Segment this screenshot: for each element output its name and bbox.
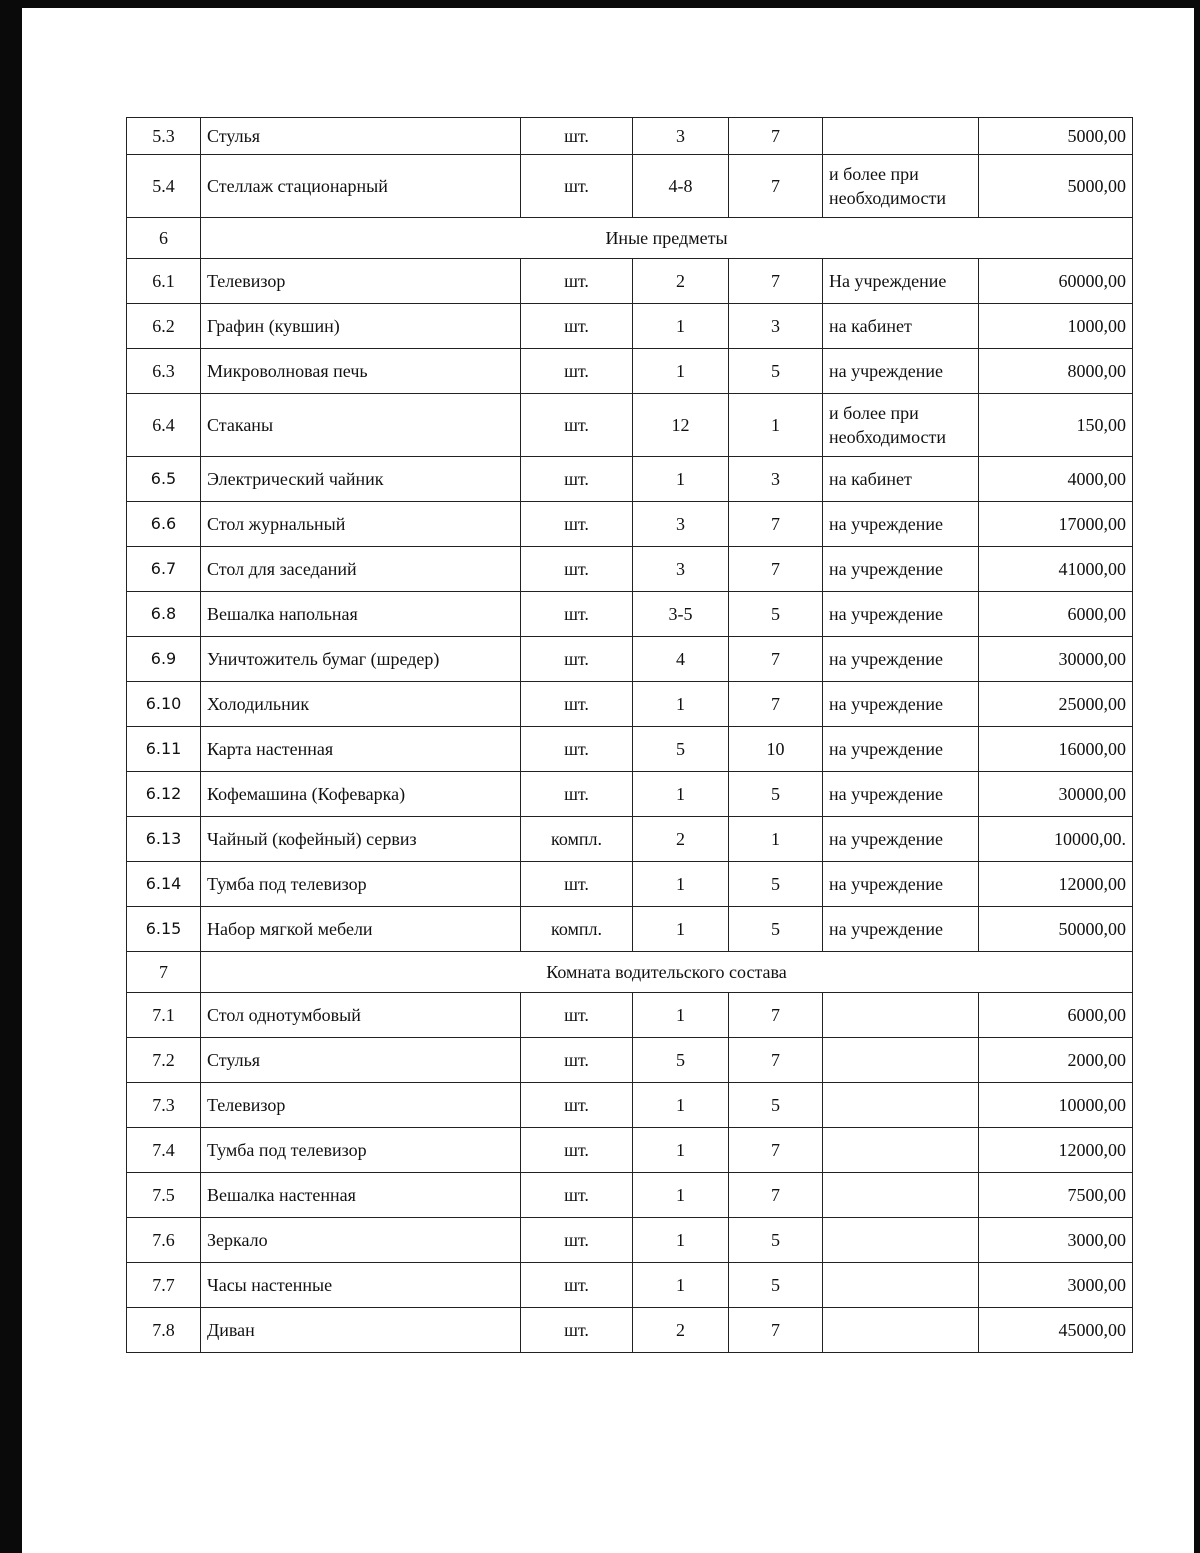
- table-row: [127, 394, 1133, 457]
- table-row: [127, 772, 1133, 817]
- item-unit: компл.: [521, 817, 633, 862]
- item-note: на учреждение: [823, 592, 979, 637]
- item-price: 12000,00: [979, 1128, 1133, 1173]
- item-service-life: 5: [729, 349, 823, 394]
- item-name: Электрический чайник: [201, 457, 521, 502]
- item-service-life: 1: [729, 394, 823, 457]
- item-unit: шт.: [521, 349, 633, 394]
- table-row: [127, 1083, 1133, 1128]
- item-number: 6.12: [127, 772, 201, 817]
- item-unit: шт.: [521, 1263, 633, 1308]
- item-note: [823, 1308, 979, 1353]
- item-note: на учреждение: [823, 547, 979, 592]
- scan-top-edge: [0, 0, 1200, 8]
- table-row: [127, 907, 1133, 952]
- item-service-life: 10: [729, 727, 823, 772]
- item-service-life: 3: [729, 304, 823, 349]
- table-row: [127, 259, 1133, 304]
- item-quantity: 1: [633, 907, 729, 952]
- item-number: 5.3: [127, 118, 201, 155]
- item-name: Стаканы: [201, 394, 521, 457]
- item-note: [823, 1128, 979, 1173]
- item-quantity: 1: [633, 1173, 729, 1218]
- item-quantity: 4: [633, 637, 729, 682]
- item-name: Вешалка настенная: [201, 1173, 521, 1218]
- scan-right-edge: [1194, 0, 1200, 1553]
- item-service-life: 7: [729, 259, 823, 304]
- item-service-life: 7: [729, 1308, 823, 1353]
- item-price: 45000,00: [979, 1308, 1133, 1353]
- item-note: на учреждение: [823, 349, 979, 394]
- item-price: 2000,00: [979, 1038, 1133, 1083]
- item-name: Микроволновая печь: [201, 349, 521, 394]
- item-note: [823, 1173, 979, 1218]
- item-number: 7.7: [127, 1263, 201, 1308]
- item-unit: шт.: [521, 394, 633, 457]
- item-note: [823, 118, 979, 155]
- item-number: 6.15: [127, 907, 201, 952]
- item-name: Уничтожитель бумаг (шредер): [201, 637, 521, 682]
- table-row: [127, 1173, 1133, 1218]
- item-unit: компл.: [521, 907, 633, 952]
- scan-left-edge: [0, 0, 22, 1553]
- item-price: 8000,00: [979, 349, 1133, 394]
- item-name: Телевизор: [201, 1083, 521, 1128]
- item-price: 12000,00: [979, 862, 1133, 907]
- item-service-life: 1: [729, 817, 823, 862]
- item-unit: шт.: [521, 1128, 633, 1173]
- item-service-life: 7: [729, 1173, 823, 1218]
- item-number: 6.6: [127, 502, 201, 547]
- item-unit: шт.: [521, 1308, 633, 1353]
- item-service-life: 7: [729, 993, 823, 1038]
- item-quantity: 1: [633, 349, 729, 394]
- item-name: Стулья: [201, 1038, 521, 1083]
- item-service-life: 5: [729, 1218, 823, 1263]
- item-unit: шт.: [521, 727, 633, 772]
- item-service-life: 5: [729, 1263, 823, 1308]
- item-name: Карта настенная: [201, 727, 521, 772]
- item-name: Стеллаж стационарный: [201, 155, 521, 218]
- item-note: [823, 1263, 979, 1308]
- item-name: Вешалка напольная: [201, 592, 521, 637]
- item-note: и более при необходимости: [823, 394, 979, 457]
- item-price: 10000,00: [979, 1083, 1133, 1128]
- item-unit: шт.: [521, 155, 633, 218]
- item-quantity: 5: [633, 1038, 729, 1083]
- item-quantity: 1: [633, 1128, 729, 1173]
- table-row: [127, 1218, 1133, 1263]
- item-price: 16000,00: [979, 727, 1133, 772]
- item-number: 7.5: [127, 1173, 201, 1218]
- item-quantity: 1: [633, 772, 729, 817]
- item-quantity: 1: [633, 1263, 729, 1308]
- section-title: Комната водительского состава: [201, 952, 1133, 993]
- table-row: [127, 457, 1133, 502]
- section-row: [127, 218, 1133, 259]
- item-name: Стулья: [201, 118, 521, 155]
- item-quantity: 2: [633, 259, 729, 304]
- item-note: на учреждение: [823, 637, 979, 682]
- item-price: 5000,00: [979, 118, 1133, 155]
- item-name: Тумба под телевизор: [201, 862, 521, 907]
- table-row: [127, 993, 1133, 1038]
- item-note: на кабинет: [823, 304, 979, 349]
- item-price: 10000,00.: [979, 817, 1133, 862]
- item-name: Стол для заседаний: [201, 547, 521, 592]
- item-quantity: 1: [633, 682, 729, 727]
- item-quantity: 1: [633, 1218, 729, 1263]
- item-service-life: 5: [729, 592, 823, 637]
- item-price: 150,00: [979, 394, 1133, 457]
- item-number: 6.1: [127, 259, 201, 304]
- item-note: [823, 1038, 979, 1083]
- item-price: 17000,00: [979, 502, 1133, 547]
- item-number: 6.8: [127, 592, 201, 637]
- item-name: Чайный (кофейный) сервиз: [201, 817, 521, 862]
- item-number: 6.5: [127, 457, 201, 502]
- item-price: 3000,00: [979, 1263, 1133, 1308]
- item-service-life: 7: [729, 502, 823, 547]
- item-note: и более при необходимости: [823, 155, 979, 218]
- item-unit: шт.: [521, 592, 633, 637]
- item-unit: шт.: [521, 993, 633, 1038]
- item-unit: шт.: [521, 118, 633, 155]
- item-name: Стол однотумбовый: [201, 993, 521, 1038]
- item-number: 6.2: [127, 304, 201, 349]
- item-unit: шт.: [521, 547, 633, 592]
- table-row: [127, 817, 1133, 862]
- item-quantity: 1: [633, 862, 729, 907]
- item-number: 7.4: [127, 1128, 201, 1173]
- item-price: 30000,00: [979, 637, 1133, 682]
- item-unit: шт.: [521, 1083, 633, 1128]
- item-quantity: 1: [633, 993, 729, 1038]
- item-unit: шт.: [521, 772, 633, 817]
- item-note: [823, 993, 979, 1038]
- table-row: [127, 1038, 1133, 1083]
- item-quantity: 3-5: [633, 592, 729, 637]
- item-number: 7.1: [127, 993, 201, 1038]
- item-service-life: 7: [729, 1038, 823, 1083]
- item-name: Тумба под телевизор: [201, 1128, 521, 1173]
- item-price: 4000,00: [979, 457, 1133, 502]
- item-price: 7500,00: [979, 1173, 1133, 1218]
- item-service-life: 5: [729, 907, 823, 952]
- item-number: 6.9: [127, 637, 201, 682]
- inventory-table: [126, 117, 1133, 1353]
- item-name: Графин (кувшин): [201, 304, 521, 349]
- table-row: [127, 1263, 1133, 1308]
- item-note: на учреждение: [823, 727, 979, 772]
- item-name: Набор мягкой мебели: [201, 907, 521, 952]
- item-service-life: 5: [729, 862, 823, 907]
- table-row: [127, 682, 1133, 727]
- table-row: [127, 1308, 1133, 1353]
- item-number: 7.3: [127, 1083, 201, 1128]
- table-row: [127, 1128, 1133, 1173]
- item-number: 6.7: [127, 547, 201, 592]
- item-quantity: 12: [633, 394, 729, 457]
- item-service-life: 3: [729, 457, 823, 502]
- section-number: 7: [127, 952, 201, 993]
- item-number: 6.14: [127, 862, 201, 907]
- table-row: [127, 118, 1133, 155]
- table-row: [127, 862, 1133, 907]
- item-note: [823, 1083, 979, 1128]
- item-price: 6000,00: [979, 592, 1133, 637]
- item-unit: шт.: [521, 502, 633, 547]
- item-number: 6.10: [127, 682, 201, 727]
- table-row: [127, 155, 1133, 218]
- item-unit: шт.: [521, 457, 633, 502]
- item-quantity: 1: [633, 1083, 729, 1128]
- item-number: 6.4: [127, 394, 201, 457]
- item-quantity: 1: [633, 457, 729, 502]
- item-name: Холодильник: [201, 682, 521, 727]
- item-number: 7.8: [127, 1308, 201, 1353]
- table-row: [127, 592, 1133, 637]
- item-note: На учреждение: [823, 259, 979, 304]
- item-quantity: 3: [633, 118, 729, 155]
- item-service-life: 7: [729, 637, 823, 682]
- item-name: Телевизор: [201, 259, 521, 304]
- item-number: 5.4: [127, 155, 201, 218]
- item-price: 25000,00: [979, 682, 1133, 727]
- item-price: 50000,00: [979, 907, 1133, 952]
- table-row: [127, 349, 1133, 394]
- inventory-table-body: [127, 118, 1133, 1353]
- section-number: 6: [127, 218, 201, 259]
- item-unit: шт.: [521, 1038, 633, 1083]
- item-unit: шт.: [521, 682, 633, 727]
- item-quantity: 2: [633, 1308, 729, 1353]
- item-name: Кофемашина (Кофеварка): [201, 772, 521, 817]
- item-name: Часы настенные: [201, 1263, 521, 1308]
- item-quantity: 2: [633, 817, 729, 862]
- item-quantity: 3: [633, 547, 729, 592]
- item-number: 7.6: [127, 1218, 201, 1263]
- table-row: [127, 547, 1133, 592]
- item-note: на учреждение: [823, 862, 979, 907]
- item-service-life: 5: [729, 1083, 823, 1128]
- item-service-life: 7: [729, 682, 823, 727]
- item-service-life: 7: [729, 1128, 823, 1173]
- item-note: на учреждение: [823, 907, 979, 952]
- item-price: 3000,00: [979, 1218, 1133, 1263]
- item-number: 6.3: [127, 349, 201, 394]
- item-name: Стол журнальный: [201, 502, 521, 547]
- item-price: 41000,00: [979, 547, 1133, 592]
- table-row: [127, 727, 1133, 772]
- item-unit: шт.: [521, 637, 633, 682]
- item-unit: шт.: [521, 862, 633, 907]
- item-name: Диван: [201, 1308, 521, 1353]
- item-number: 6.13: [127, 817, 201, 862]
- item-unit: шт.: [521, 259, 633, 304]
- item-price: 6000,00: [979, 993, 1133, 1038]
- item-number: 6.11: [127, 727, 201, 772]
- table-row: [127, 304, 1133, 349]
- item-service-life: 7: [729, 155, 823, 218]
- section-row: [127, 952, 1133, 993]
- item-service-life: 7: [729, 547, 823, 592]
- item-service-life: 7: [729, 118, 823, 155]
- item-price: 5000,00: [979, 155, 1133, 218]
- item-quantity: 1: [633, 304, 729, 349]
- item-price: 60000,00: [979, 259, 1133, 304]
- item-note: на учреждение: [823, 817, 979, 862]
- item-note: на учреждение: [823, 502, 979, 547]
- section-title: Иные предметы: [201, 218, 1133, 259]
- item-name: Зеркало: [201, 1218, 521, 1263]
- item-note: на учреждение: [823, 682, 979, 727]
- item-quantity: 5: [633, 727, 729, 772]
- table-row: [127, 502, 1133, 547]
- item-price: 1000,00: [979, 304, 1133, 349]
- item-unit: шт.: [521, 1173, 633, 1218]
- item-note: на кабинет: [823, 457, 979, 502]
- item-quantity: 4-8: [633, 155, 729, 218]
- item-unit: шт.: [521, 1218, 633, 1263]
- item-note: на учреждение: [823, 772, 979, 817]
- item-price: 30000,00: [979, 772, 1133, 817]
- item-quantity: 3: [633, 502, 729, 547]
- table-row: [127, 637, 1133, 682]
- item-service-life: 5: [729, 772, 823, 817]
- item-number: 7.2: [127, 1038, 201, 1083]
- item-note: [823, 1218, 979, 1263]
- item-unit: шт.: [521, 304, 633, 349]
